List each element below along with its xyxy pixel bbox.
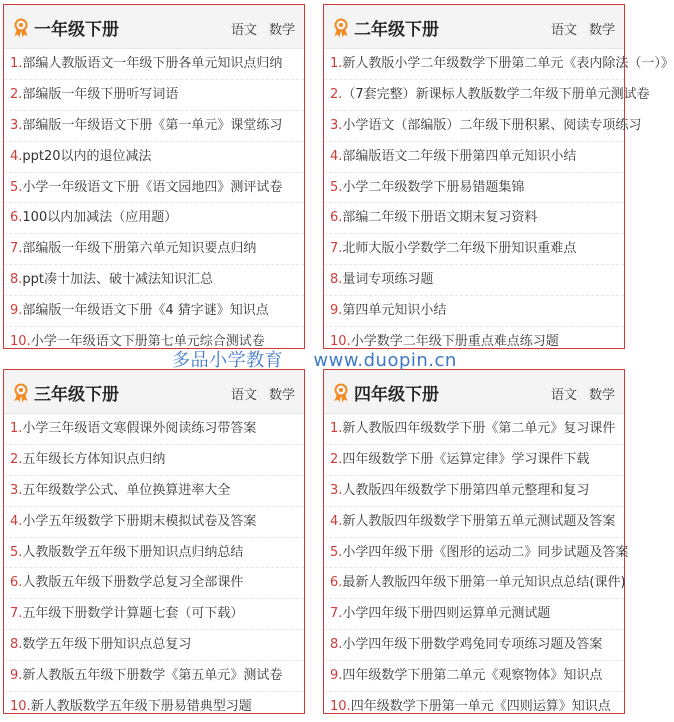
panel-header [4, 370, 304, 414]
item-link[interactable]: 小学四年级下册四则运算单元测试题 [342, 606, 551, 622]
list-item[interactable] [324, 49, 674, 80]
list-item[interactable] [4, 142, 304, 173]
item-number: 10. [10, 334, 31, 350]
list-item[interactable] [4, 296, 304, 327]
list-item[interactable] [4, 599, 304, 630]
item-number: 3. [10, 117, 23, 133]
item-link[interactable]: 小学三年级语文寒假课外阅读练习带答案 [22, 421, 257, 436]
article-list [324, 414, 629, 722]
item-number: 7. [330, 241, 343, 257]
list-item[interactable] [4, 49, 304, 80]
list-item[interactable] [324, 445, 624, 476]
item-link[interactable]: 部编二年级下册语文期末复习资料 [342, 210, 538, 226]
item-link[interactable]: 小学五年级数学下册期末模拟试卷及答案 [22, 513, 257, 529]
medal-icon [12, 383, 30, 403]
list-item[interactable] [4, 568, 304, 599]
list-item[interactable] [4, 661, 304, 692]
list-item[interactable] [324, 234, 624, 265]
item-number: 6. [330, 210, 343, 226]
panel-title[interactable]: 一年级下册 [34, 20, 119, 40]
list-item[interactable] [4, 173, 304, 204]
item-number: 4. [10, 513, 23, 529]
item-link[interactable]: 新人教版五年级下册数学《第五单元》测试卷 [22, 668, 283, 684]
item-link[interactable]: 最新人教版四年级下册第一单元知识点总结(课件) [342, 575, 626, 591]
item-number: 6. [10, 575, 23, 591]
item-link[interactable]: 小学一年级语文下册《语文园地四》测评试卷 [22, 179, 283, 195]
medal-icon [12, 18, 30, 38]
subject-tabs [219, 384, 295, 403]
tab-chinese[interactable]: 语文 [550, 23, 577, 38]
item-number: 8. [330, 637, 343, 653]
item-number: 10. [10, 699, 31, 715]
list-item[interactable] [324, 142, 624, 173]
tab-math[interactable]: 数学 [268, 23, 295, 38]
item-number: 8. [330, 272, 343, 288]
item-link[interactable]: 第四单元知识小结 [342, 303, 447, 319]
item-number: 5. [330, 544, 343, 560]
article-list [324, 49, 674, 357]
item-link[interactable]: 五年级下册数学计算题七套（可下载） [22, 606, 244, 622]
item-number: 4. [330, 148, 343, 164]
list-item[interactable] [4, 507, 304, 538]
item-link[interactable]: ppt凑十加法、破十减法知识汇总 [22, 272, 214, 288]
item-number: 3. [10, 482, 23, 498]
medal-icon [332, 18, 350, 38]
item-link[interactable]: 新人教版四年级数学下册第五单元测试题及答案 [342, 513, 616, 529]
item-link[interactable]: 人教版五年级下册数学总复习全部课件 [22, 575, 244, 591]
list-item[interactable] [4, 630, 304, 661]
item-link[interactable]: 部编版一年级语文下册《第一单元》课堂练习 [22, 117, 283, 133]
item-link[interactable]: 四年级数学下册第一单元《四则运算》知识点 [350, 699, 611, 715]
item-link[interactable]: 新人教版四年级数学下册《第二单元》复习课件 [342, 421, 616, 436]
list-item[interactable] [324, 296, 624, 327]
list-item[interactable] [4, 414, 304, 445]
list-item[interactable] [324, 507, 624, 538]
item-link[interactable]: （7套完整）新课标人教版数学二年级下册单元测试卷 [342, 86, 650, 102]
tab-chinese[interactable]: 语文 [230, 388, 257, 403]
list-item[interactable] [4, 476, 304, 507]
item-number: 9. [330, 668, 343, 684]
item-number: 6. [330, 575, 343, 591]
list-item[interactable] [4, 445, 304, 476]
item-number: 5. [10, 544, 23, 560]
item-number: 4. [330, 513, 343, 529]
item-number: 10. [330, 699, 351, 715]
list-item[interactable] [324, 476, 624, 507]
item-number: 5. [10, 179, 23, 195]
item-link[interactable]: 小学二年级数学下册易错题集锦 [342, 179, 525, 195]
item-link[interactable]: 小学一年级语文下册第七单元综合测试卷 [30, 334, 265, 350]
list-item[interactable] [4, 265, 304, 296]
list-item[interactable] [324, 568, 624, 599]
item-number: 2. [330, 86, 343, 102]
article-list [4, 414, 304, 722]
item-number: 3. [330, 117, 343, 133]
list-item[interactable] [324, 80, 650, 111]
watermark-url: www.duopin.cn [313, 350, 457, 371]
item-number: 9. [330, 303, 343, 319]
item-link[interactable]: 人教版数学五年级下册知识点归纳总结 [22, 544, 244, 560]
item-link[interactable]: ppt20以内的退位减法 [22, 148, 152, 164]
site-watermark [0, 346, 629, 372]
item-number: 3. [330, 482, 343, 498]
item-number: 5. [330, 179, 343, 195]
item-link[interactable]: 人教版四年级数学下册第四单元整理和复习 [342, 482, 590, 498]
panel-title[interactable]: 四年级下册 [354, 385, 439, 405]
tab-chinese[interactable]: 语文 [230, 23, 257, 38]
panel-grade2 [323, 4, 674, 350]
item-link[interactable]: 部编人教版语文一年级下册各单元知识点归纳 [22, 56, 283, 71]
list-item[interactable] [4, 538, 304, 569]
item-number: 7. [10, 606, 23, 622]
item-number: 1. [10, 421, 23, 436]
list-item[interactable] [4, 234, 304, 265]
list-item[interactable] [324, 599, 624, 630]
list-item[interactable] [324, 692, 624, 722]
item-link[interactable]: 五年级长方体知识点归纳 [22, 451, 166, 467]
item-link[interactable]: 部编版一年级下册第六单元知识要点归纳 [22, 241, 257, 257]
list-item[interactable] [4, 203, 304, 234]
item-number: 2. [330, 451, 343, 467]
item-number: 8. [10, 272, 23, 288]
item-number: 1. [10, 56, 23, 71]
watermark-brand: 多品小学教育 [172, 350, 284, 371]
list-item[interactable] [324, 111, 642, 142]
item-link[interactable]: 北师大版小学数学二年级下册知识重难点 [342, 241, 577, 257]
item-link[interactable]: 100以内加减法（应用题） [22, 210, 178, 226]
item-link[interactable]: 小学四年级下册《图形的运动二》同步试题及答案 [342, 544, 629, 560]
item-number: 8. [10, 637, 23, 653]
item-link[interactable]: 新人教版小学二年级数学下册第二单元《表内除法（一）》 [342, 56, 674, 71]
subject-tabs [539, 384, 615, 403]
panel-title[interactable]: 三年级下册 [34, 385, 119, 405]
tab-chinese[interactable]: 语文 [550, 388, 577, 403]
panel-header [324, 370, 624, 414]
list-item[interactable] [324, 265, 624, 296]
item-number: 7. [10, 241, 23, 257]
item-number: 7. [330, 606, 343, 622]
item-number: 1. [330, 421, 343, 436]
item-link[interactable]: 部编版一年级下册听写词语 [22, 86, 179, 102]
item-number: 2. [10, 451, 23, 467]
subject-tabs [539, 19, 615, 38]
item-link[interactable]: 量词专项练习题 [342, 272, 434, 288]
panel-grade3 [3, 369, 305, 714]
list-item[interactable] [324, 630, 624, 661]
panel-header [4, 5, 304, 49]
item-link[interactable]: 部编版语文二年级下册第四单元知识小结 [342, 148, 577, 164]
list-item[interactable] [4, 80, 304, 111]
item-number: 6. [10, 210, 23, 226]
item-link[interactable]: 部编版一年级语文下册《4 猜字谜》知识点 [22, 303, 269, 319]
list-item[interactable] [4, 692, 304, 722]
item-link[interactable]: 小学数学二年级下册重点难点练习题 [350, 334, 559, 350]
list-item[interactable] [324, 173, 624, 204]
item-link[interactable]: 四年级数学下册《运算定律》学习课件下载 [342, 451, 590, 467]
list-item[interactable] [324, 203, 624, 234]
item-link[interactable]: 五年级数学公式、单位换算进率大全 [22, 482, 231, 498]
tab-math[interactable]: 数学 [268, 388, 295, 403]
subject-tabs [219, 19, 295, 38]
item-link[interactable]: 数学五年级下册知识点总复习 [22, 637, 192, 653]
item-number: 1. [330, 56, 343, 71]
panel-header [324, 5, 624, 49]
article-list [4, 49, 304, 357]
list-item[interactable] [4, 111, 304, 142]
medal-icon [332, 383, 350, 403]
item-number: 9. [10, 668, 23, 684]
tab-math[interactable]: 数学 [588, 23, 615, 38]
list-item[interactable] [324, 661, 624, 692]
item-link[interactable]: 小学四年级下册数学鸡兔同专项练习题及答案 [342, 637, 603, 653]
tab-math[interactable]: 数学 [588, 388, 615, 403]
panel-grade1 [3, 4, 305, 349]
panel-grade4 [323, 369, 629, 715]
list-item[interactable] [324, 538, 629, 569]
item-link[interactable]: 四年级数学下册第二单元《观察物体》知识点 [342, 668, 603, 684]
item-number: 4. [10, 148, 23, 164]
item-link[interactable]: 小学语文（部编版）二年级下册积累、阅读专项练习 [342, 117, 642, 133]
panel-title[interactable]: 二年级下册 [354, 20, 439, 40]
list-item[interactable] [324, 414, 624, 445]
item-number: 10. [330, 334, 351, 350]
item-link[interactable]: 新人教版数学五年级下册易错典型习题 [30, 699, 252, 715]
item-number: 2. [10, 86, 23, 102]
item-number: 9. [10, 303, 23, 319]
